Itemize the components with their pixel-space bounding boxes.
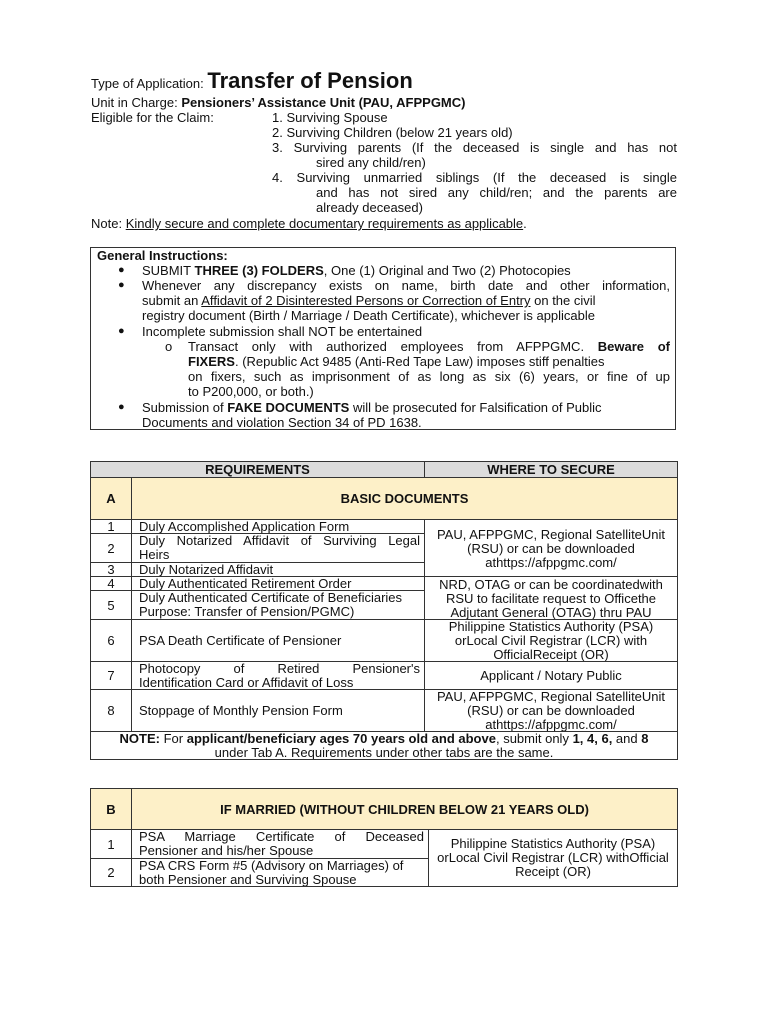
bullet-icon: ●: [118, 325, 125, 337]
eligible-item-cont: sired any child/ren): [316, 155, 426, 170]
row-number: 8: [91, 690, 132, 732]
instruction-fixers-4: to P200,000, or both.): [188, 384, 314, 399]
row-number: 1: [91, 520, 132, 534]
requirement-text: PSA CRS Form #5 (Advisory on Marriages) of both Pensioner and Surviving Spouse: [132, 859, 429, 886]
general-instructions-box: [90, 247, 676, 430]
age-note: NOTE: For applicant/beneficiary ages 70 years old and above, submit only 1, 4, 6, and 8 under Tab A. Requirements under other tabs are the same.: [119, 732, 649, 759]
requirement-text: Duly Authenticated Certificate of Beneficiaries Purpose: Transfer of Pension/PGMC): [132, 591, 425, 620]
requirement-text: PSA Marriage Certificate of Deceased Pensioner and his/her Spouse: [132, 830, 429, 859]
section-letter: A: [91, 478, 132, 520]
instruction-folders: SUBMIT THREE (3) FOLDERS, One (1) Original and Two (2) Photocopies: [142, 263, 571, 278]
instruction-discrepancy-3: registry document (Birth / Marriage / Death Certificate), whichever is applicable: [142, 308, 596, 323]
bullet-icon: ●: [118, 279, 125, 291]
unit-line: [91, 95, 465, 110]
eligible-item: 4. Surviving unmarried siblings (If the deceased is single: [272, 170, 677, 185]
where-to-secure: PAU, AFPPGMC, Regional SatelliteUnit (RSU) or can be downloaded athttps://afppgmc.com/: [425, 520, 677, 577]
row-number: 3: [91, 563, 132, 577]
type-label: Type of Application:: [91, 76, 204, 91]
instruction-discrepancy-2: submit an Affidavit of 2 Disinterested Persons or Correction of Entry on the civil: [142, 293, 596, 308]
row-number: 2: [91, 859, 132, 886]
section-title: BASIC DOCUMENTS: [132, 478, 677, 520]
requirements-table-b: [90, 788, 678, 887]
instruction-incomplete: Incomplete submission shall NOT be entertained: [142, 324, 423, 339]
row-number: 6: [91, 620, 132, 662]
note-label: Note:: [91, 216, 123, 231]
page-title: Transfer of Pension: [207, 68, 413, 93]
bullet-icon: ●: [118, 401, 125, 413]
bullet-icon: ●: [118, 264, 125, 276]
row-number: 4: [91, 577, 132, 591]
requirement-text: Stoppage of Monthly Pension Form: [132, 690, 425, 732]
requirement-text: Duly Authenticated Retirement Order: [132, 577, 425, 591]
eligible-item: 1. Surviving Spouse: [272, 110, 388, 125]
instruction-discrepancy: Whenever any discrepancy exists on name, birth date and other information,: [142, 278, 670, 293]
where-to-secure: Philippine Statistics Authority (PSA) orLocal Civil Registrar (LCR) withOfficial Receipt (OR): [437, 836, 669, 879]
requirement-text: Duly Notarized Affidavit of Surviving Legal Heirs: [132, 534, 425, 563]
instruction-fixers-3: on fixers, such as imprisonment of as long as six (6) years, or fine of up: [188, 369, 670, 384]
instruction-fixers: Transact only with authorized employees from AFPPGMC. Beware of: [188, 339, 670, 354]
instructions-title: General Instructions:: [97, 248, 228, 263]
where-to-secure: Applicant / Notary Public: [425, 662, 677, 690]
col-header-where: WHERE TO SECURE: [425, 462, 677, 478]
eligible-item: 3. Surviving parents (If the deceased is single and has not: [272, 140, 677, 155]
eligible-label: Eligible for the Claim:: [91, 110, 214, 125]
where-to-secure: NRD, OTAG or can be coordinatedwith RSU to facilitate request to Officethe Adjutant General (OTAG) thru PAU: [425, 577, 677, 620]
requirements-table-a: [90, 461, 678, 760]
col-header-requirements: REQUIREMENTS: [91, 462, 425, 478]
sub-bullet-icon: o: [165, 339, 173, 354]
application-type-line: [91, 68, 413, 93]
requirement-text: PSA Death Certificate of Pensioner: [132, 620, 425, 662]
requirement-text: Duly Accomplished Application Form: [132, 520, 425, 534]
unit-label: Unit in Charge:: [91, 95, 178, 110]
section-title: IF MARRIED (WITHOUT CHILDREN BELOW 21 YEARS OLD): [132, 789, 677, 830]
eligible-item: 2. Surviving Children (below 21 years old): [272, 125, 513, 140]
row-number: 7: [91, 662, 132, 690]
instruction-fixers-2: FIXERS. (Republic Act 9485 (Anti-Red Tape Law) imposes stiff penalties: [188, 354, 605, 369]
unit-value: Pensioners’ Assistance Unit (PAU, AFPPGMC): [181, 95, 466, 110]
section-letter: B: [91, 789, 132, 830]
instruction-fake-docs: Submission of FAKE DOCUMENTS will be prosecuted for Falsification of Public: [142, 400, 602, 415]
row-number: 1: [91, 830, 132, 859]
eligible-item-cont: already deceased): [316, 200, 423, 215]
instruction-fake-docs-2: Documents and violation Section 34 of PD 1638.: [142, 415, 422, 430]
requirement-text: Duly Notarized Affidavit: [132, 563, 425, 577]
note-line: Note: Kindly secure and complete documentary requirements as applicable.: [91, 216, 527, 231]
eligible-item-cont: and has not sired any child/ren; and the parents are: [316, 185, 677, 200]
requirement-text: Photocopy of Retired Pensioner's Identification Card or Affidavit of Loss: [132, 662, 425, 690]
row-number: 5: [91, 591, 132, 620]
where-to-secure: Philippine Statistics Authority (PSA) orLocal Civil Registrar (LCR) with OfficialReceipt (OR): [425, 620, 677, 662]
row-number: 2: [91, 534, 132, 563]
note-text: Kindly secure and complete documentary requirements as applicable: [125, 216, 524, 231]
where-to-secure: PAU, AFPPGMC, Regional SatelliteUnit (RSU) or can be downloaded athttps://afppgmc.com/: [425, 690, 677, 732]
